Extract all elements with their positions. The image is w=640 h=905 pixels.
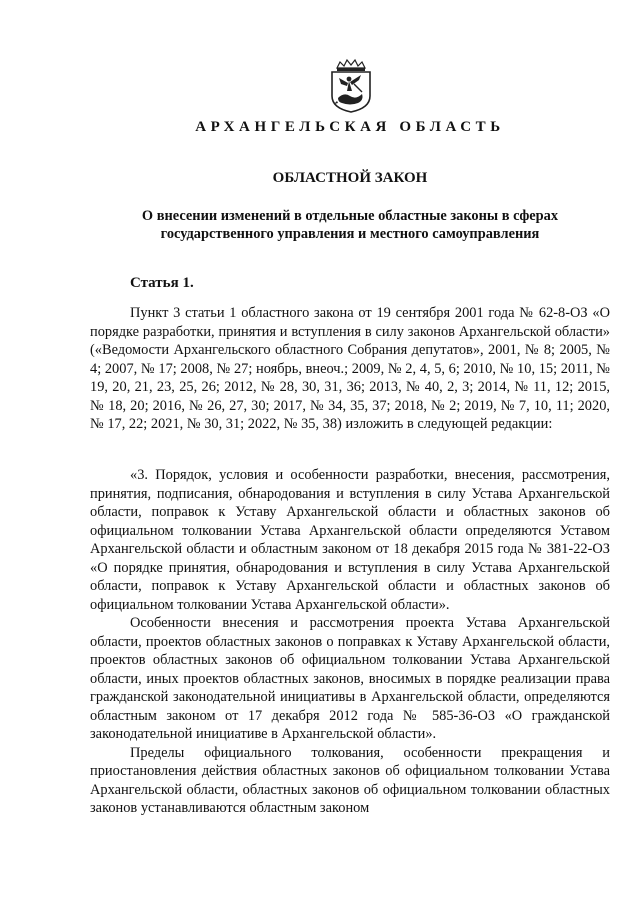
- law-type: ОБЛАСТНОЙ ЗАКОН: [272, 170, 428, 186]
- region-name: АРХАНГЕЛЬСКАЯ ОБЛАСТЬ: [195, 119, 505, 135]
- article-body: [90, 304, 610, 434]
- paragraph: Пункт 3 статьи 1 областного закона от 19 сентября 2001 года № 62-8-ОЗ «О порядке разработки, принятия и вступления в силу законов Архангельской области» («Ведомости Архангельского областного Собрания депутатов», 2001, № 8; 2005, № 4; 2007, № 17; 2008, № 27; ноябрь, внеоч.; 2009, № 2, 4, 5, 6; 2010, № 10, 15; 2011, № 19, 20, 21, 23, 25, 26; 2012, № 28, 30, 31, 36; 2013, № 40, 2, 3; 2014, № 11, 12; 2015, № 18, 20; 2016, № 26, 27, 30; 2017, № 34, 35, 37; 2018, № 2; 2019, № 7, 10, 11; 2020, № 17, 22; 2021, № 30, 31; 2022, № 35, 38) изложить в следующей редакции:: [90, 305, 610, 432]
- law-title: О внесении изменений в отдельные областные законы в сферах государственного управления и местного самоуправления: [141, 208, 559, 242]
- article-heading: Статья 1.: [130, 275, 194, 291]
- paragraph: Пределы официального толкования, особенности прекращения и приостановления действия областных законов об официальном толковании Устава Архангельской области, областных законов об официальном толковании областных законов устанавливаются областным законом: [90, 744, 610, 816]
- paragraph: Особенности внесения и рассмотрения проекта Устава Архангельской области, проектов областных законов о поправках к Уставу Архангельской области, проектов областных законов об официальном толковании Устава Архангельской области, иных проектов областных законов, вносимых в порядке реализации права гражданской законодательной инициативы в Архангельской области, определяются областным законом от 17 декабря 2012 года № 585-36-ОЗ «О гражданской законодательной инициативе в Архангельской области».: [90, 615, 610, 742]
- coat-of-arms-icon: [328, 58, 374, 114]
- amendment-text: [90, 466, 610, 818]
- paragraph: «3. Порядок, условия и особенности разработки, внесения, рассмотрения, принятия, подписания, обнародования и вступления в силу Устава Архангельской области, поправок к Уставу Архангельской области и областных законов об официальном толковании Устава Архангельской области определяются Уставом Архангельской области и областным законом от 18 декабря 2015 года № 381-22-ОЗ «О порядке принятия, обнародования и вступления в силу Устава Архангельской области, поправок к Уставу Архангельской области и областных законов об официальном толковании Устава Архангельской области».: [90, 467, 610, 613]
